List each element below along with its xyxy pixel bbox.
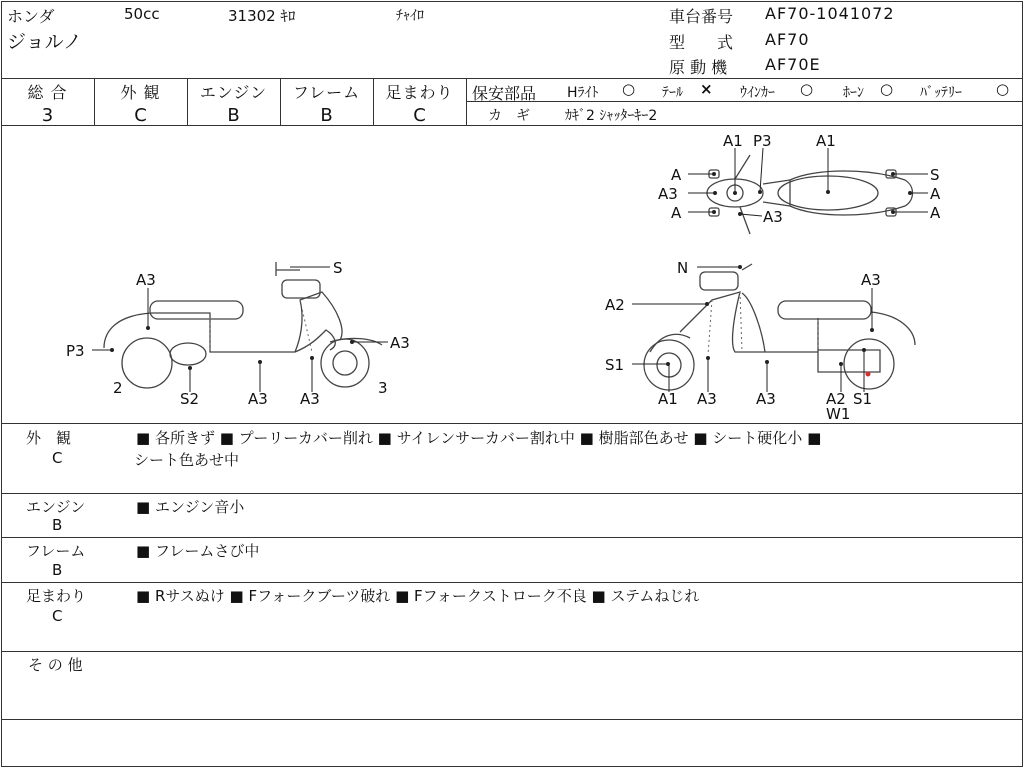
divider bbox=[466, 78, 467, 125]
mark-label: A3 bbox=[658, 185, 678, 203]
mark-label: S1 bbox=[853, 390, 873, 408]
grade-frame bbox=[280, 80, 373, 126]
mark-label: P3 bbox=[753, 132, 772, 150]
mark-label: S1 bbox=[605, 356, 625, 374]
mark-label: A3 bbox=[248, 390, 268, 408]
mark-label: A3 bbox=[390, 334, 410, 352]
divider bbox=[1, 78, 1022, 79]
remark-grade: B bbox=[52, 516, 63, 534]
frame-number: AF70-1041072 bbox=[765, 4, 895, 23]
safety-mark: ○ bbox=[800, 80, 814, 98]
mileage: 31302 ｷﾛ bbox=[228, 7, 296, 25]
grade-label: 総 合 bbox=[27, 83, 68, 102]
frame-number-label: 車台番号 bbox=[669, 7, 734, 26]
divider bbox=[1, 651, 1022, 652]
engine-code: AF70E bbox=[765, 55, 821, 74]
grade-value: 3 bbox=[41, 105, 54, 126]
safety-mark: ○ bbox=[996, 80, 1010, 98]
safety-item-tail: ﾃｰﾙ bbox=[662, 85, 683, 101]
grade-value: C bbox=[134, 105, 147, 126]
key-value: ｶｷﾞ2 ｼｬｯﾀｰｷｰ2 bbox=[565, 108, 658, 124]
grade-label: 外 観 bbox=[120, 83, 161, 102]
mark-label: N bbox=[677, 259, 689, 277]
remark-text: ■ 各所きず ■ プーリーカバー削れ ■ サイレンサーカバー割れ中 ■ 樹脂部色あせ ■ シート硬化小 ■ bbox=[136, 429, 822, 447]
mark-label: A3 bbox=[861, 271, 881, 289]
safety-mark: ○ bbox=[880, 80, 894, 98]
grade-label: 足まわり bbox=[385, 83, 454, 102]
mark-label: S bbox=[930, 166, 940, 184]
divider bbox=[1, 719, 1022, 720]
grade-value: C bbox=[413, 105, 426, 126]
remark-grade: C bbox=[52, 449, 63, 467]
mark-label: S bbox=[333, 259, 343, 277]
mark-label: 3 bbox=[378, 379, 388, 397]
mark-label: A1 bbox=[723, 132, 743, 150]
grade-value: B bbox=[320, 105, 333, 126]
top-view-scooter bbox=[707, 155, 913, 234]
model-name: ジョルノ bbox=[7, 31, 82, 53]
grade-engine bbox=[187, 80, 280, 126]
safety-item-headlight: Hﾗｲﾄ bbox=[567, 85, 599, 101]
remark-category: フレーム bbox=[26, 542, 86, 560]
divider bbox=[1, 423, 1022, 424]
remark-text: ■ エンジン音小 bbox=[136, 498, 245, 516]
remark-grade: B bbox=[52, 561, 63, 579]
mark-label: A3 bbox=[756, 390, 776, 408]
mark-label: A2 bbox=[826, 390, 846, 408]
mark-label: A bbox=[930, 185, 941, 203]
grade-exterior bbox=[94, 80, 187, 126]
safety-item-battery: ﾊﾞｯﾃﾘｰ bbox=[920, 85, 962, 101]
remark-category: エンジン bbox=[26, 498, 86, 516]
mark-label: A3 bbox=[136, 271, 156, 289]
grade-value: B bbox=[227, 105, 240, 126]
safety-mark: ○ bbox=[622, 80, 636, 98]
mark-label: A2 bbox=[605, 296, 625, 314]
mark-label: A bbox=[671, 166, 682, 184]
model-type: AF70 bbox=[765, 30, 810, 49]
mark-label: P3 bbox=[66, 342, 85, 360]
scooter-diagram bbox=[0, 126, 1024, 423]
mark-label: A3 bbox=[300, 390, 320, 408]
remark-text: シート色あせ中 bbox=[134, 451, 240, 469]
divider bbox=[1, 537, 1022, 538]
displacement: 50cc bbox=[124, 5, 160, 23]
grade-overall bbox=[1, 80, 94, 126]
engine-label: 原 動 機 bbox=[669, 58, 728, 77]
remark-category: 外 観 bbox=[26, 429, 72, 447]
remark-category: そ の 他 bbox=[28, 656, 83, 674]
mark-label: A1 bbox=[816, 132, 836, 150]
remark-category: 足まわり bbox=[26, 587, 87, 605]
safety-item-horn: ﾎｰﾝ bbox=[843, 85, 864, 101]
mark-label: 2 bbox=[113, 379, 123, 397]
safety-item-winker: ｳｲﾝｶｰ bbox=[740, 85, 775, 101]
safety-mark: × bbox=[700, 80, 713, 98]
mark-label: A bbox=[671, 204, 682, 222]
remark-text: ■ フレームさび中 bbox=[136, 542, 260, 560]
grade-suspension bbox=[373, 80, 466, 126]
model-type-label: 型 式 bbox=[669, 33, 734, 52]
mark-label: A1 bbox=[658, 390, 678, 408]
remark-text: ■ Rサスぬけ ■ Fフォークブーツ破れ ■ Fフォークストローク不良 ■ ステムねじれ bbox=[136, 587, 700, 605]
mark-label: A bbox=[930, 204, 941, 222]
mark-label: W1 bbox=[826, 405, 851, 423]
maker: ホンダ bbox=[7, 7, 55, 26]
key-label: カ ギ bbox=[488, 108, 530, 124]
divider bbox=[1, 582, 1022, 583]
mark-label: S2 bbox=[180, 390, 200, 408]
remark-grade: C bbox=[52, 607, 63, 625]
divider bbox=[1, 493, 1022, 494]
mark-label: A3 bbox=[697, 390, 717, 408]
mark-label: A3 bbox=[763, 208, 783, 226]
color: ﾁｬｲﾛ bbox=[396, 8, 424, 24]
grade-label: エンジン bbox=[199, 83, 268, 102]
grade-label: フレーム bbox=[292, 83, 361, 102]
safety-label: 保安部品 bbox=[472, 84, 537, 103]
